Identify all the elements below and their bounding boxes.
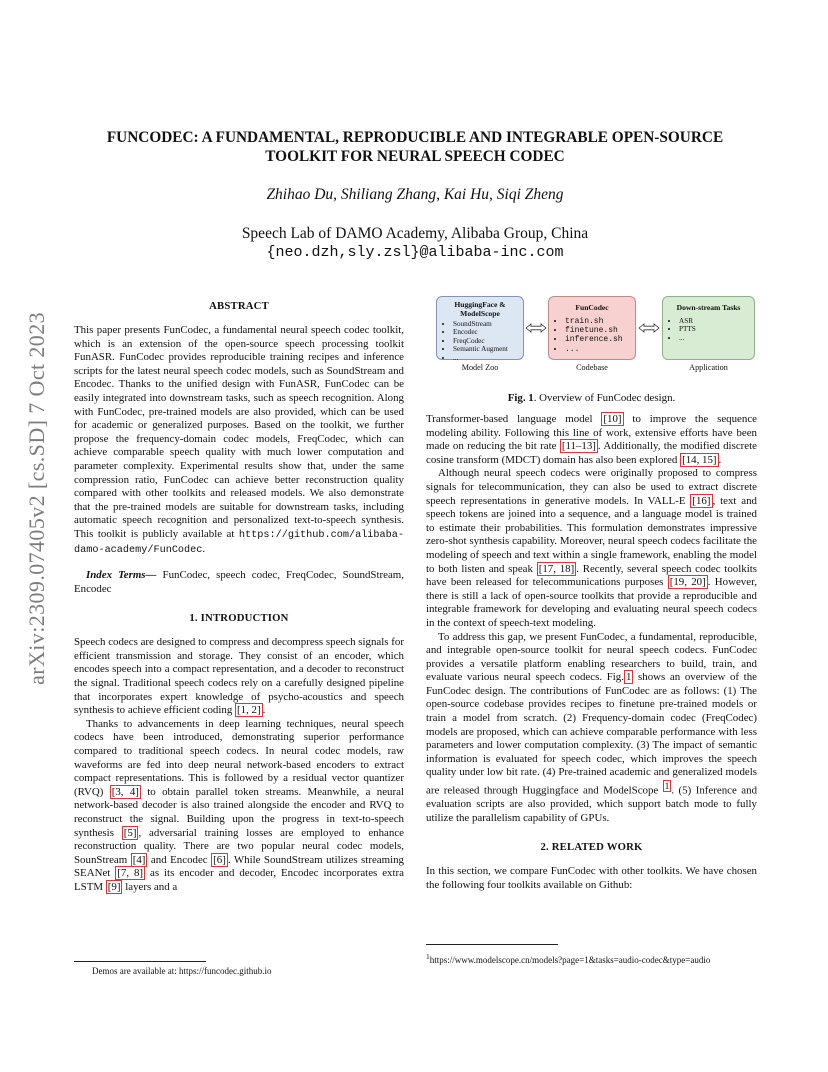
list-item: • PTTS xyxy=(679,325,749,333)
citation-link[interactable]: [3, 4] xyxy=(111,785,139,798)
label-codebase: Codebase xyxy=(576,363,608,372)
list-item: • train.sh xyxy=(565,317,630,326)
list-item: • SoundStream xyxy=(453,320,518,328)
list-item: • finetune.sh xyxy=(565,326,630,335)
paper-title xyxy=(80,128,750,166)
citation-link[interactable]: [14, 15] xyxy=(682,453,717,466)
footnote-modelscope: $^1$https://www.modelscope.cn/models?page=1&tasks=audio-codec&type=audio xyxy=(426,952,711,965)
list-item: • Encodec xyxy=(453,328,518,336)
funcodec-title: FunCodec xyxy=(575,303,609,312)
figure-1 xyxy=(426,290,757,374)
list-item: • ... xyxy=(679,334,749,342)
related-work-paragraph: In this section, we compare FunCodec with other toolkits. We have chosen the following four toolkits available on Github: xyxy=(426,865,757,892)
right-paragraph-3: To address this gap, we present FunCodec, a fundamental, reproducible, and integrable open-source toolkit for neural speech codecs. FunCodec provides a versatile platform enabling researchers to build, train, and evaluate various neural speech codecs. Fig. 1 shows an overview of the FunCodec design. The contributions of FunCodec are as follows: (1) The open-source codebase provides recipes to finetune pre-trained models or train a model from scratch. (2) Frequency-domain codec (FreqCodec) models are proposed, which can achieve comparable performance with less parameters and lower computation complexity. (3) The impact of semantic information is evaluated for speech codec, which improves the speech quality under low bit rate. (4) Pre-trained academic and generalized models are released through Huggingface and ModelScope $^1$ . (5) Inference and evaluation scripts are also provided, which support batch mode to fully utilize the parallelism capability of GPUs. xyxy=(426,630,758,824)
citation-link[interactable]: [4] xyxy=(132,853,146,866)
affiliation: Speech Lab of DAMO Academy, Alibaba Group, China xyxy=(241,225,589,242)
model-zoo-list xyxy=(442,320,518,362)
model-zoo-box xyxy=(436,296,524,360)
left-column xyxy=(74,300,404,895)
footnote-rule-right xyxy=(426,944,558,945)
model-zoo-title: HuggingFace & ModelScope xyxy=(454,300,506,318)
citation-link[interactable]: [7, 8] xyxy=(117,867,144,880)
downstream-box xyxy=(662,296,755,360)
right-paragraph-2: Although neural speech codecs were originally proposed to compress signals for telecommunication, they can also be used to extract discrete speech representations in generative models. In VALL-E [16] , text and speech tokens are joined into a sequence, and a language model is trained to estimate their probabilities. This formulation demonstrates impressive zero-shot synthesis capability. Moreover, neural speech codecs facilitate the modeling of speech and text within a single framework, enabling the model to both listen and speak [17, 18] . Recently, several speech codec toolkits have been released for telecommunications purposes [19, 20] . However, there is still a lack of open-source toolkits that provide a reproducible and integrable framework for developing and evaluating neural speech codecs in the context of speech-text modeling. xyxy=(426,467,757,629)
label-model-zoo: Model Zoo xyxy=(461,363,499,372)
funcodec-box xyxy=(548,296,636,360)
email[interactable]: {neo.dzh,sly.zsl}@alibaba-inc.com xyxy=(266,244,564,261)
footnote-demos: Demos are available at: https://funcodec.github.io xyxy=(92,966,272,976)
citation-link[interactable]: [10] xyxy=(603,413,622,425)
citation-link[interactable]: [1, 2] xyxy=(237,704,261,717)
authors: Zhihao Du, Shiliang Zhang, Kai Hu, Siqi Zheng xyxy=(266,186,564,203)
citation-link[interactable]: [17, 18] xyxy=(538,562,575,575)
abstract-heading: ABSTRACT xyxy=(209,300,269,312)
double-arrow-icon xyxy=(525,323,547,333)
label-application: Application xyxy=(689,363,728,372)
downstream-title: Down-stream Tasks xyxy=(676,303,741,312)
intro-heading: 1. INTRODUCTION xyxy=(189,612,289,625)
downstream-list xyxy=(668,317,749,342)
list-item: • ASR xyxy=(679,317,749,325)
footnote-link[interactable]: 1 xyxy=(664,781,670,792)
related-work-heading: 2. RELATED WORK xyxy=(540,841,643,854)
arxiv-watermark: arXiv:2309.07405v2 [cs.SD] 7 Oct 2023 xyxy=(24,311,49,685)
github-link[interactable]: https://github.com/alibaba-damo-academy/FunCodec xyxy=(74,529,404,556)
right-column xyxy=(426,290,757,893)
footnote-rule-left xyxy=(74,961,206,962)
list-item: • Semantic Augment xyxy=(453,345,518,353)
citation-link[interactable]: [6] xyxy=(213,853,226,866)
list-item: • ... xyxy=(453,354,518,362)
right-paragraph-1: Transformer-based language model [10] to improve the sequence modeling ability. Following this line of work, extensive efforts have been made on reducing the bit rate [11–13] . Additionally, the modified discrete cosine transform (MDCT) domain has also been explored [14, 15] . xyxy=(426,413,757,466)
double-arrow-icon xyxy=(638,323,660,333)
citation-link[interactable]: [19, 20] xyxy=(669,576,706,589)
list-item: • inference.sh xyxy=(565,335,630,344)
figure-caption: Fig. 1. Overview of FunCodec design. xyxy=(507,392,676,404)
list-item: • ... xyxy=(565,345,630,354)
figure-link[interactable]: 1 xyxy=(625,671,632,684)
citation-link[interactable]: [16] xyxy=(692,494,711,507)
title-line-1: FUNCODEC: A FUNDAMENTAL, REPRODUCIBLE AND INTEGRABLE OPEN-SOURCE xyxy=(106,129,724,146)
citation-link[interactable]: [9] xyxy=(107,880,121,893)
intro-paragraph-2: Thanks to advancements in deep learning techniques, neural speech codecs have been introduced, demonstrating superior performance compared to traditional speech codecs. In neural codec models, raw waveforms are fed into deep neural network-based encoders to extract compact representations. This is followed by a residual vector quantizer (RVQ) [3, 4] to obtain parallel token streams. Meanwhile, a neural network-based decoder is also trained alongside the encoder and RVQ to reconstruct the signal. Building upon the progress in text-to-speech synthesis [5] , adversarial training losses are employed to enhance reconstruction quality. There are two popular neural codec models, SounStream [4] and Encodec [6] . While SoundStream utilizes streaming SEANet [7, 8] as its encoder and decoder, Encodec incorporates extra LSTM [9] layers and a xyxy=(74,717,404,893)
citation-link[interactable]: [5] xyxy=(123,826,137,839)
citation-link[interactable]: [11–13] xyxy=(561,440,596,453)
list-item: • FreqCodec xyxy=(453,337,518,345)
abstract-text: This paper presents FunCodec, a fundamental neural speech codec toolkit, which is an extension of the open-source speech processing toolkit FunASR. FunCodec provides reproducible training recipes and inference scripts for the latest neural speech codec models, such as SoundStream and Encodec. Thanks to the unified design with FunASR, FunCodec can be easily integrated into downstream tasks, such as speech recognition. Along with FunCodec, pre-trained models are also provided, which can be used for academic or generalized purposes. Based on the toolkit, we further propose the frequency-domain codec models, FreqCodec, which can achieve comparable speech quality with much lower computation and parameter complexity. Experimental results show that, under the same compression ratio, FunCodec can achieve better reconstruction quality compared with other toolkits and released models. We also demonstrate that the pre-trained models are suitable for downstream tasks, including automatic speech recognition and personalized text-to-speech synthesis. This toolkit is publicly available at https://github.com/alibaba-damo-academy/FunCodec. xyxy=(74,324,404,556)
funcodec-list xyxy=(554,317,630,354)
index-terms: Index Terms— FunCodec, speech codec, FreqCodec, SoundStream, Encodec xyxy=(74,569,404,595)
intro-paragraph-1: Speech codecs are designed to compress and decompress speech signals for efficient transmission and storage. They consist of an encoder, which encodes speech into a compact representation, and a decoder to reconstruct the signal. Traditional speech codecs rely on a carefully designed pipeline that incorporates expert knowledge of psycho-acoustics and speech synthesis to achieve efficient coding [1, 2] . xyxy=(74,636,404,717)
title-line-2: TOOLKIT FOR NEURAL SPEECH CODEC xyxy=(265,148,565,165)
